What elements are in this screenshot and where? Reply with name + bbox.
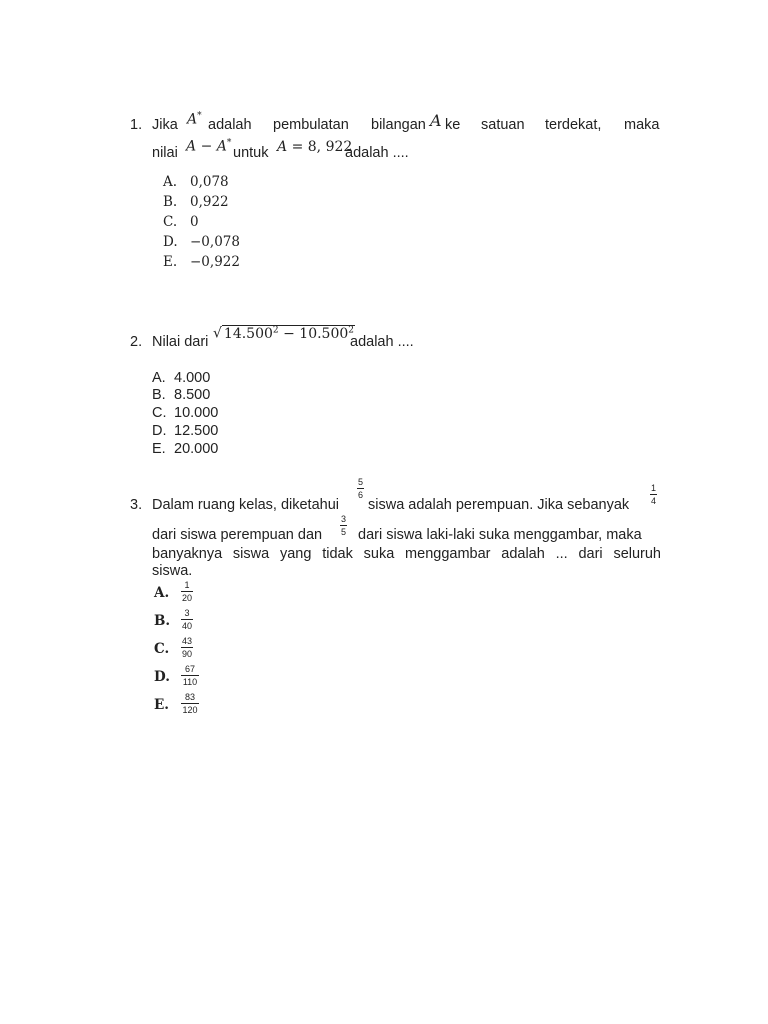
q1-word: pembulatan bbox=[273, 117, 349, 133]
q3-option-letter: C. bbox=[154, 641, 170, 657]
q1-word: nilai bbox=[152, 145, 178, 161]
q2-option-value: 20.000 bbox=[174, 441, 219, 457]
q3-option-fraction: 43 90 bbox=[181, 636, 192, 659]
q1-number: 1. bbox=[130, 117, 143, 133]
q3-word: tidak bbox=[322, 546, 353, 562]
q3-fraction: 1 4 bbox=[650, 483, 656, 506]
q1-word: adalah bbox=[208, 117, 252, 133]
q1-word: terdekat, bbox=[545, 117, 602, 133]
q3-justified-line bbox=[152, 546, 661, 562]
q3-option-letter: E. bbox=[154, 697, 169, 713]
q3-word: adalah bbox=[501, 546, 545, 562]
q1-word: maka bbox=[624, 117, 660, 133]
q1-word: Jika bbox=[152, 117, 178, 133]
q3-option-letter: A. bbox=[154, 585, 170, 601]
q3-text: siswa. bbox=[152, 563, 193, 579]
q3-word: dari bbox=[578, 546, 603, 562]
q3-fraction: 3 5 bbox=[340, 514, 346, 537]
q1-option-value: −0,922 bbox=[190, 254, 240, 270]
q2-number: 2. bbox=[130, 334, 143, 350]
q2-option-letter: D. bbox=[152, 423, 167, 439]
q1-expression: A − A* bbox=[186, 138, 232, 155]
q2-suffix: adalah .... bbox=[350, 334, 414, 350]
q1-option-value: 0,922 bbox=[190, 194, 229, 210]
q3-option-letter: D. bbox=[154, 669, 170, 685]
q3-word: ... bbox=[555, 546, 568, 562]
q2-option-value: 8.500 bbox=[174, 387, 211, 403]
q3-text: dari siswa laki-laki suka menggambar, maka bbox=[358, 527, 642, 543]
q2-option-value: 12.500 bbox=[174, 423, 219, 439]
q1-option-value: 0,078 bbox=[190, 174, 229, 190]
q3-text: dari siswa perempuan dan bbox=[152, 527, 323, 543]
q3-text: siswa adalah perempuan. Jika sebanyak bbox=[368, 497, 630, 513]
q3-fraction: 5 6 bbox=[357, 477, 363, 500]
q3-option-fraction: 1 20 bbox=[181, 580, 192, 603]
q1-option-letter: B. bbox=[163, 194, 178, 210]
q1-option-value: 0 bbox=[190, 214, 199, 230]
q3-word: banyaknya bbox=[152, 546, 223, 562]
q1-option-value: −0,078 bbox=[190, 234, 240, 250]
q2-option-letter: C. bbox=[152, 405, 167, 421]
q2-prefix: Nilai dari bbox=[152, 334, 209, 350]
q3-option-fraction: 3 40 bbox=[181, 608, 192, 631]
q2-root-expression: √ $14.500^2 - 10.500^2$ bbox=[213, 325, 355, 342]
q1-option-letter: C. bbox=[163, 214, 178, 230]
q3-option-letter: B. bbox=[154, 613, 171, 629]
q3-word: siswa bbox=[232, 546, 270, 562]
q2-option-letter: B. bbox=[152, 387, 166, 403]
q3-option-fraction: 67 110 bbox=[182, 664, 198, 687]
q3-option-fraction: 83 120 bbox=[182, 692, 198, 715]
q3-word: suka bbox=[363, 546, 395, 562]
q1-word: ke bbox=[445, 117, 461, 133]
q3-text: Dalam ruang kelas, diketahui bbox=[152, 497, 339, 513]
q3-number: 3. bbox=[130, 497, 143, 513]
q1-option-letter: D. bbox=[163, 234, 178, 250]
q2-option-value: 10.000 bbox=[174, 405, 219, 421]
q1-option-letter: E. bbox=[163, 254, 178, 270]
q1-condition: A = 8, 922 bbox=[277, 139, 353, 155]
q1-word: adalah .... bbox=[345, 145, 409, 161]
q3-word: menggambar bbox=[405, 546, 491, 562]
q1-a-math: A bbox=[430, 111, 442, 130]
q1-word: satuan bbox=[481, 117, 525, 133]
q3-word: yang bbox=[279, 546, 312, 562]
q2-option-letter: A. bbox=[152, 370, 166, 386]
q3-word: seluruh bbox=[613, 546, 661, 562]
q2-option-value: 4.000 bbox=[174, 370, 211, 386]
q1-word: untuk bbox=[233, 145, 269, 161]
q1-option-letter: A. bbox=[163, 174, 178, 190]
q1-word: bilangan bbox=[371, 117, 426, 133]
q1-a-star-math: A* bbox=[187, 111, 202, 128]
q2-option-letter: E. bbox=[152, 441, 166, 457]
